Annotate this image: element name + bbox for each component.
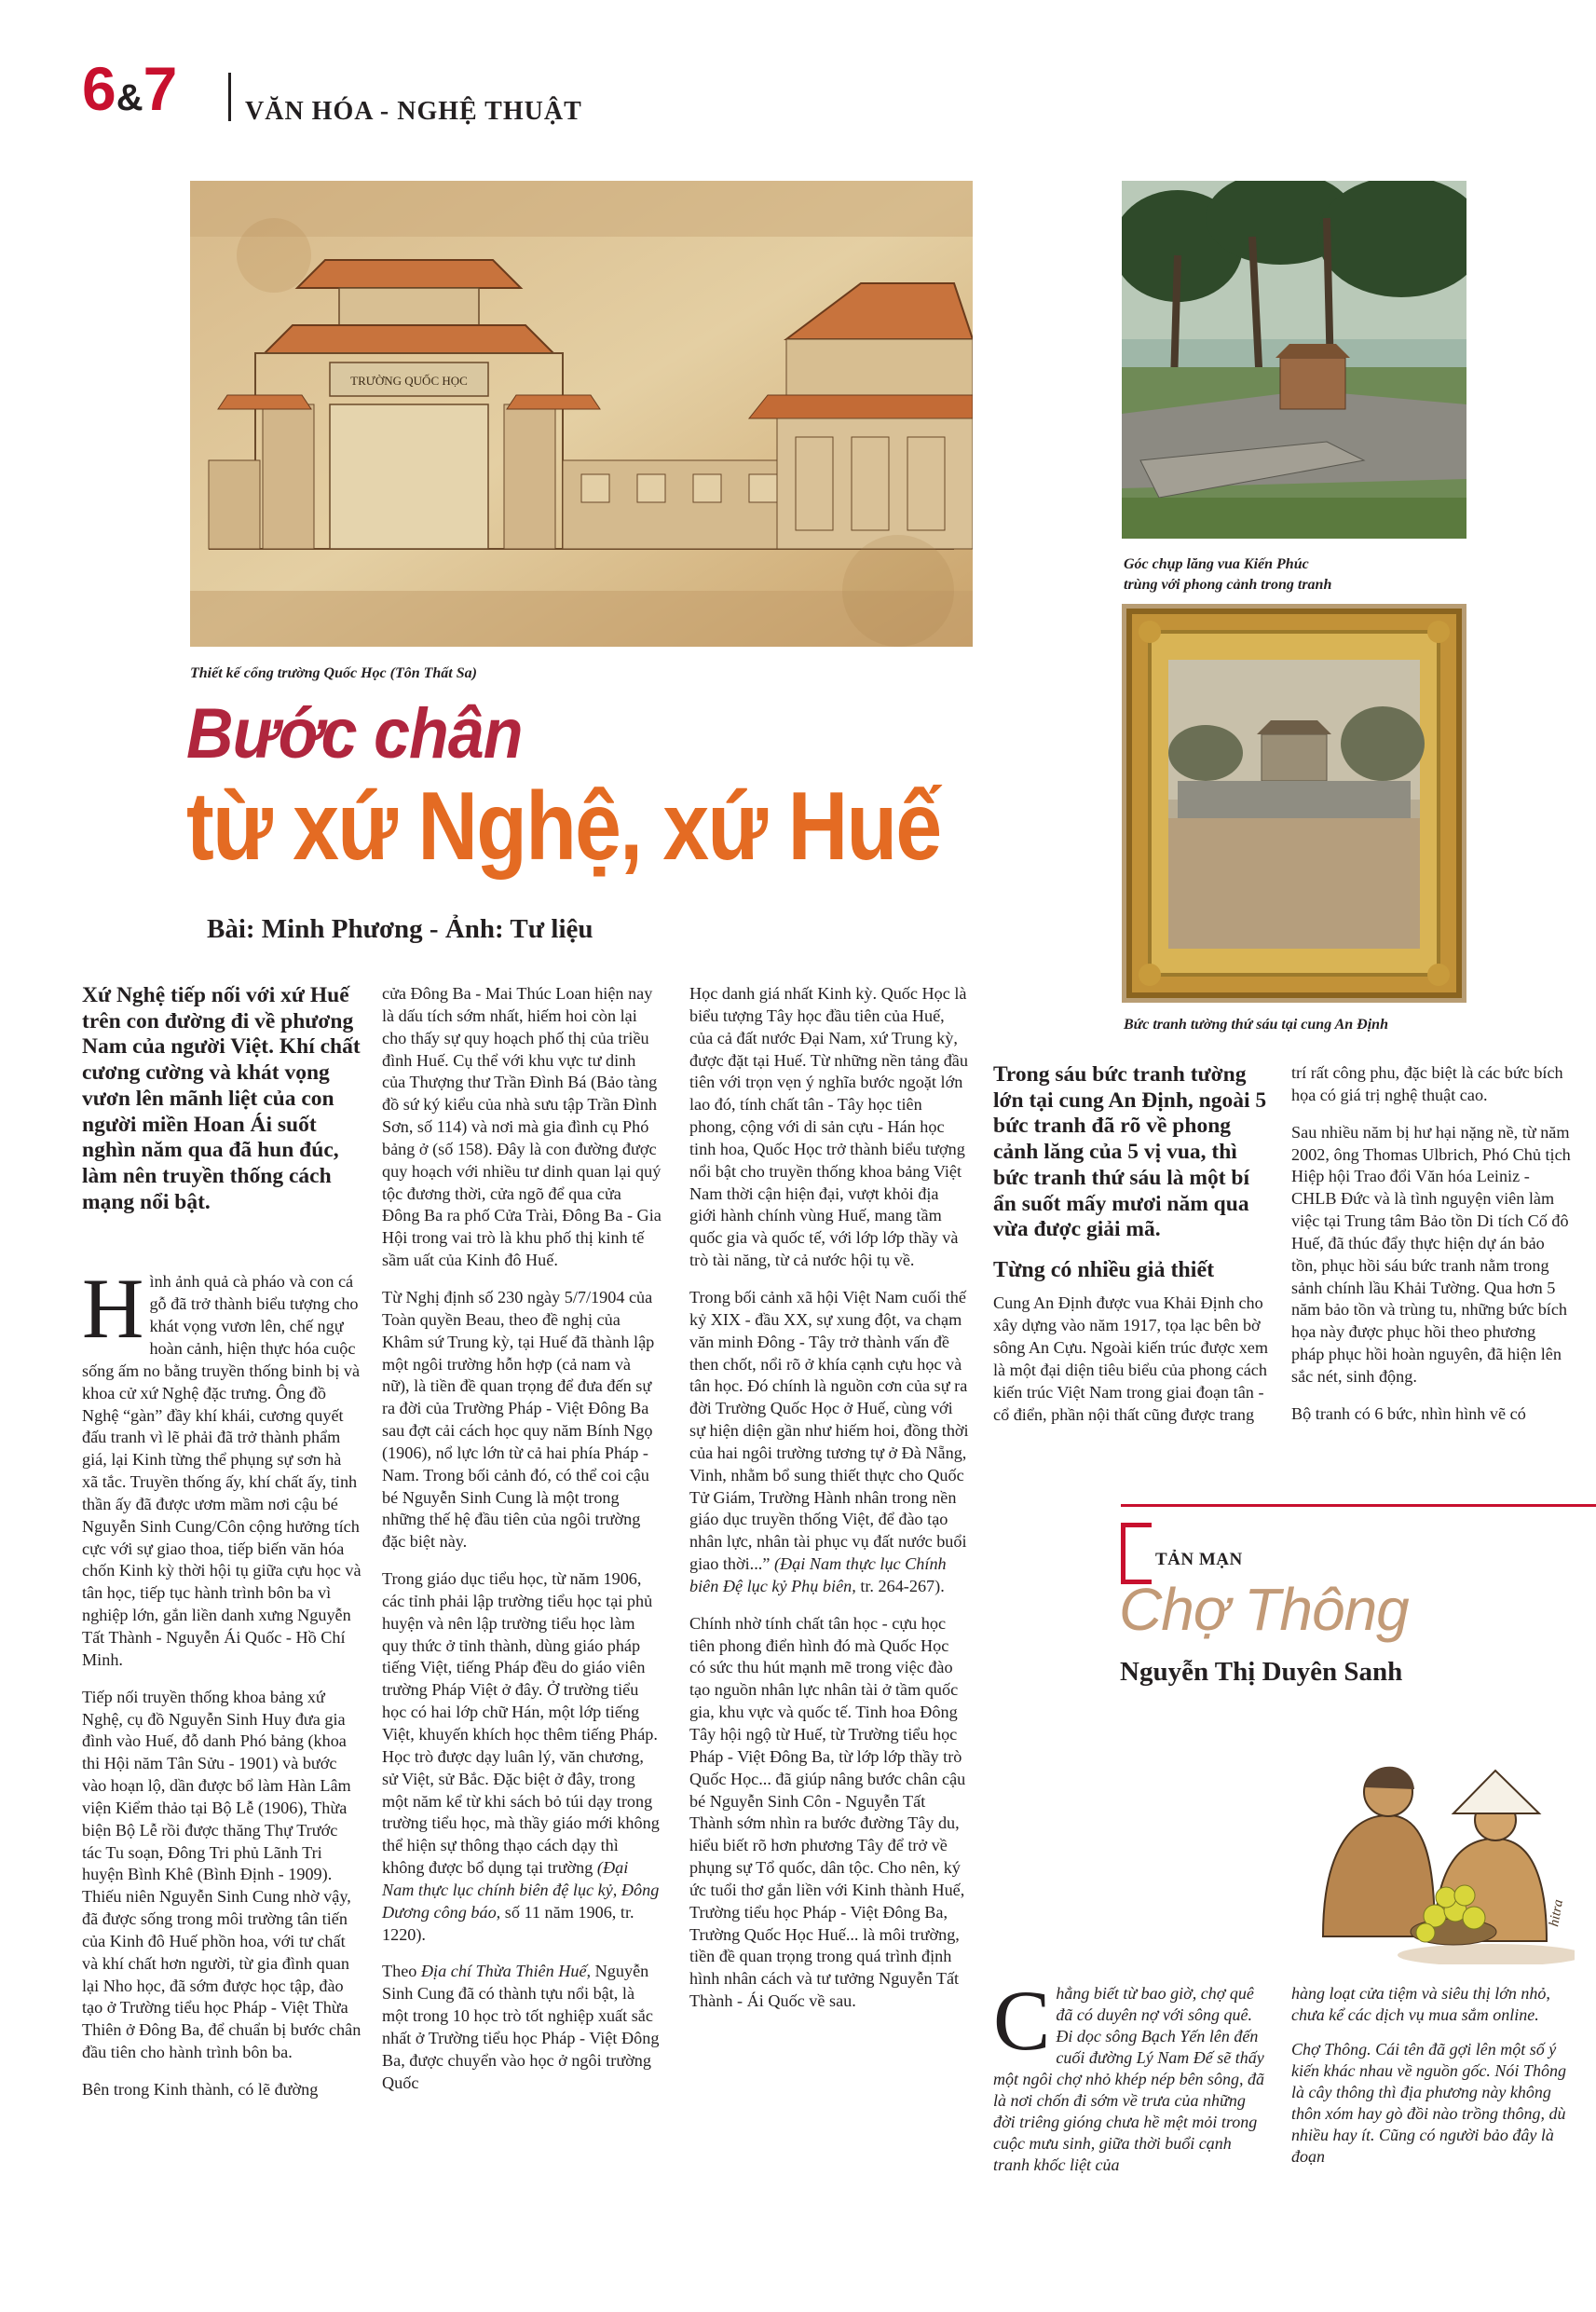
- col1-paragraph: Hình ảnh quả cà pháo và con cá gỗ đã trở thành biểu tượng cho khát vọng vươn lên, chế ngự hoàn cảnh, hiện thực hóa cuộc sống ấm no bằng truyền thống binh bị và khoa cử xứ Nghệ đặc trưng. Ông đồ Nghệ “gàn” đầy khí khái, cương quyết đấu tranh vì lẽ phải đã trở thành phẩm giá, lại Kinh từng thể phụng sự sơn hà xã tắc. Truyền thống ấy, khí chất ấy, tinh thần ấy đã được ươm mầm nơi cậu bé Nguyễn Sinh Cung/Côn cộng hưởng tích cực với sự giao thoa, tiếp biến văn hóa chốn Kinh kỳ thời hội tụ giữa cựu học và tân học, tiếp tục hành trình bôn ba vì nghiệp lớn, gắn liền danh xưng Nguyễn Tất Thành - Nguyễn Ái Quốc - Hồ Chí Minh.: [82, 1261, 361, 1669]
- painting-photo: [1122, 604, 1466, 1003]
- col2-paragraph: Trong giáo dục tiểu học, từ năm 1906, các tỉnh phải lập trường tiểu học tại phủ huyện và nên lập trường tiểu học làm quy thức ở tỉnh thành, dùng giáo pháp tiếng Việt, tiếng Pháp đều do giáo viên trường Pháp Việt ở đây. Ở trường tiểu học có hai lớp chữ Hán, một lớp tiếng Việt, khuyến khích học thêm tiếng Pháp. Học trò được dạy luân lý, văn chương, sử Việt, sử Bắc. Đặc biệt ở đây, trong một năm kể từ khi sách bỏ túi dạy trong trường tiểu học, mà thầy giáo mới không thể hiện sự thông thạo cách dạy thì không được bổ dụng tại trường (Đại Nam thực lục chính biên đệ lục kỷ, Đông Dương công báo, số 11 năm 1906, tr. 1220).: [382, 1569, 660, 1944]
- col2-paragraph: Từ Nghị định số 230 ngày 5/7/1904 của Toàn quyền Beau, theo đề nghị của Khâm sứ Trung kỳ, tại Huế đã thành lập một ngôi trường hỗn hợp (cả nam và nữ), là tiền đề quan trọng để đưa đến sự ra đời của Trường Pháp - Việt Đông Ba sau đợt cải cách học quy năm Bính Ngọ (1906), nổ lực lớn từ cả hai phía Pháp - Nam. Trong bối cảnh đó, có thể coi cậu bé Nguyễn Sinh Cung là một trong những thế hệ đầu tiên của ngôi trường đặc biệt này.: [382, 1287, 655, 1552]
- gate-blueprint-image: [190, 181, 973, 647]
- section-title: VĂN HÓA - NGHỆ THUẬT: [245, 97, 582, 126]
- chothong-column-1: [993, 1973, 1265, 2176]
- article-dropcap: H: [82, 1261, 144, 1357]
- col4-paragraph: Cung An Định được vua Khải Định cho xây dựng vào năm 1917, tọa lạc bên bờ sông An Cựu. Ngoài kiến trúc được xem là một đại diện tiêu biểu của phong cách kiến trúc Việt Nam trong giai đoạn tân - cổ điển, phần nội thất cũng được trang: [993, 1293, 1269, 1424]
- article-column-2: [382, 983, 662, 2110]
- col5-paragraph: Bộ tranh có 6 bức, nhìn hình vẽ có: [1291, 1403, 1526, 1423]
- page-number: 6&7: [82, 54, 176, 123]
- article-column-4: [993, 1062, 1273, 1442]
- col3-paragraph: Trong bối cảnh xã hội Việt Nam cuối thế kỷ XIX - đầu XX, sự xung đột, va chạm văn minh Đông - Tây trở thành vấn đề then chốt, nổi rõ ở khía cạnh cựu học và tân học. Đó chính là nguồn cơn của sự ra đời Trường Quốc Học ở Huế, cùng với sự hiện diện gần như hiếm hoi, đồng thời của hai ngôi trường tương tự ở Đà Nẵng, Vinh, nhằm bổ sung thiết thực cho Quốc Tử Giám, Trường Hành nhân trong nền giáo dục truyền thống Việt, để đào tạo nhân lực, nhân tài phục vụ đất nước buổi giao thời...” (Đại Nam thực lục Chính biên Đệ lục kỷ Phụ biên, tr. 264-267).: [689, 1287, 969, 1595]
- gate-sign-text: TRƯỜNG QUỐC HỌC: [350, 374, 468, 388]
- chothong-paragraph: hàng loạt cửa tiệm và siêu thị lớn nhỏ, chưa kể các dịch vụ mua sắm online.: [1291, 1984, 1550, 2025]
- article-byline: Bài: Minh Phương - Ảnh: Tư liệu: [207, 914, 593, 944]
- article-column-3: [689, 983, 969, 2028]
- article-lead: Xứ Nghệ tiếp nối với xứ Huế trên con đường đi về phương Nam của người Việt. Khí chất cương cường và khát vọng vươn lên mãnh liệt của con người miền Hoan Ái suốt nghìn năm qua đã hun đúc, làm nên truyền thống cách mạng nổi bật.: [82, 983, 361, 1214]
- market-illustration: [1286, 1713, 1575, 1964]
- chothong-author: Nguyễn Thị Duyên Sanh: [1120, 1657, 1403, 1687]
- subheading: Từng có nhiều giả thiết: [993, 1258, 1215, 1283]
- tomb-photo: [1122, 181, 1466, 539]
- tanman-divider: [1121, 1504, 1596, 1507]
- article-column-5: [1291, 1062, 1571, 1441]
- col2-paragraph: cửa Đông Ba - Mai Thúc Loan hiện nay là dấu tích sớm nhất, hiếm hoi còn lại cho thấy sự quy hoạch phố thị của triều đình Huế. Cụ thể với khu vực tư dinh của Thượng thư Trần Đình Bá (Bảo tàng đồ sứ ký kiểu của nhà sưu tập Trần Đình Sơn, số 114) và nơi mà gia đình cụ Phó bảng ở (số 158). Đây là con đường được quy hoạch với nhiều tư dinh quan lại quý tộc đương thời, cửa ngõ để qua cửa Đông Ba ra phố Cửa Trài, Đông Ba - Gia Hội trong vai trò là khu phố thị kinh tế sầm uất của Kinh đô Huế.: [382, 984, 662, 1270]
- artist-signature: hitra: [1547, 1898, 1567, 1928]
- chothong-column-2: [1291, 1983, 1571, 2168]
- gate-caption: Thiết kế cổng trường Quốc Học (Tôn Thất Sa): [190, 665, 477, 681]
- col1-paragraph: Tiếp nối truyền thống khoa bảng xứ Nghệ, cụ đồ Nguyễn Sinh Huy đưa gia đình vào Huế, đỗ danh Phó bảng (khoa thi Hội năm Tân Sửu - 1901) và bước vào hoạn lộ, dần được bổ làm Hàn Lâm viện Kiểm thảo tại Bộ Lễ (1906), Thừa biện Bộ Lễ rồi được thăng Thự Trước tác Tu soạn, Đông Tri phủ Lãnh Tri huyện Bình Khê (Bình Định - 1909). Thiếu niên Nguyễn Sinh Cung nhờ vậy, đã được sống trong môi trường tân tiến của Kinh đô Huế phồn hoa, với tư chất và khí chất hơn người, từ gia đình quan lại Nho học, đã sớm được học tập, đào tạo ở Trường tiểu học Pháp - Việt Thừa Thiên ở Đông Ba, để chuẩn bị bước chân đầu tiên cho hành trình bôn ba.: [82, 1687, 361, 2062]
- chothong-dropcap: C: [993, 1973, 1051, 2068]
- header-divider: [228, 73, 231, 121]
- chothong-paragraph: Chẳng biết từ bao giờ, chợ quê đã có duyên nợ với sông quê. Đi dọc sông Bạch Yến lên đến cuối đường Lý Nam Đế sẽ thấy một ngôi chợ nhỏ khép nép bên sông, đã là nơi chốn đi sớm về trưa của những đời triêng gióng chưa hề mệt mỏi trong cuộc mưu sinh, giữa thời buổi cạnh tranh khốc liệt của: [993, 1973, 1265, 2175]
- article-title-line2: từ xứ Nghệ, xứ Huế: [186, 773, 941, 881]
- col3-paragraph: Học danh giá nhất Kinh kỳ. Quốc Học là biểu tượng Tây học đầu tiên của Huế, của cả đất nước Đại Nam, xứ Trung kỳ, được đặt tại Huế. Từ những nền tảng đầu tiên với trọn vẹn ý nghĩa bước ngoặt lớn lao đó, tính chất tân - Tây học tiên phong, cộng với di sản cựu - Hán học tinh hoa, Quốc Học trở thành biểu tượng nổi bật cho truyền thống khoa bảng Việt Nam thời cận hiện đại, vượt khỏi địa giới hành chính vùng Huế, mang tầm quốc gia và quốc tế, với lớp lớp thầy và trò tài năng, từ cả nước hội tụ về.: [689, 984, 968, 1270]
- painting-lead: Trong sáu bức tranh tường lớn tại cung An Định, ngoài 5 bức tranh đã rõ về phong cảnh lăng của 5 vị vua, thì bức tranh thứ sáu là một bí ẩn suốt mấy mươi năm qua vừa được giải mã.: [993, 1062, 1267, 1242]
- col5-paragraph: trí rất công phu, đặc biệt là các bức bích họa có giá trị nghệ thuật cao.: [1291, 1063, 1563, 1104]
- col2-paragraph: Theo Địa chí Thừa Thiên Huế, Nguyễn Sinh Cung đã có thành tựu nổi bật, là một trong 10 học trò tốt nghiệp xuất sắc nhất ở Trường tiểu học Pháp - Việt Đông Ba, được chuyển vào học ở ngôi trường Quốc: [382, 1962, 660, 2092]
- painting-caption: Bức tranh tường thứ sáu tại cung An Định: [1124, 1017, 1388, 1033]
- col5-paragraph: Sau nhiều năm bị hư hại nặng nề, từ năm 2002, ông Thomas Ulbrich, Phó Chủ tịch Hiệp hội Trao đổi Văn hóa Leiniz - CHLB Đức và là tình nguyện viên làm việc tại Trung tâm Bảo tồn Di tích Cố đô Huế, đã thúc đẩy thực hiện dự án bảo tồn, phục hồi sáu bức tranh nằm trong sảnh chính lầu Khải Tường. Qua hơn 5 năm bảo tồn và trùng tu, những bức bích họa này được phục hồi theo phương pháp phục hồi hoàn nguyên, đã hiện lên sắc nét, sinh động.: [1291, 1122, 1571, 1386]
- tomb-caption: Góc chụp lăng vua Kiến Phúc trùng với phong cảnh trong tranh: [1124, 556, 1332, 594]
- chothong-paragraph: Chợ Thông. Cái tên đã gợi lên một số ý kiến khác nhau về nguồn gốc. Nói Thông là cây thông thì địa phương này không thôn xóm hay gò đồi nào trồng thông, dù nhiều hay ít. Cũng có người bảo đây là đoạn: [1291, 2040, 1566, 2167]
- col1-paragraph: Bên trong Kinh thành, có lẽ đường: [82, 2080, 319, 2099]
- article-title-line1: Bước chân: [186, 694, 523, 773]
- col3-paragraph: Chính nhờ tính chất tân học - cựu học tiên phong điển hình đó mà Quốc Học có sức thu hút mạnh mẽ trong việc đào tạo nguồn nhân lực nhân tài ở tầm quốc gia, khu vực và quốc tế. Tinh hoa Đông Tây hội ngộ từ Huế, từ Trường tiểu học Pháp - Việt Đông Ba, từ lớp lớp thầy trò Quốc Học... đã giúp nâng bước chân cậu bé Nguyễn Sinh Côn - Nguyễn Tất Thành sớm nhìn ra bước đường Tây du, hiểu biết rõ hơn phương Tây để trở về phụng sự Tổ quốc, dân tộc. Cho nên, ký ức tuổi thơ gắn liền với Kinh thành Huế, Trường tiểu học Pháp - Việt Đông Ba, Trường Quốc Học Huế... là môi trường, tiền đề quan trọng trong quá trình định hình nhân cách và tư tưởng Nguyễn Tất Thành - Ái Quốc về sau.: [689, 1613, 966, 2011]
- article-column-1: [82, 983, 361, 2116]
- chothong-title: Chợ Thông: [1119, 1576, 1409, 1643]
- tanman-label: TẢN MẠN: [1155, 1550, 1243, 1569]
